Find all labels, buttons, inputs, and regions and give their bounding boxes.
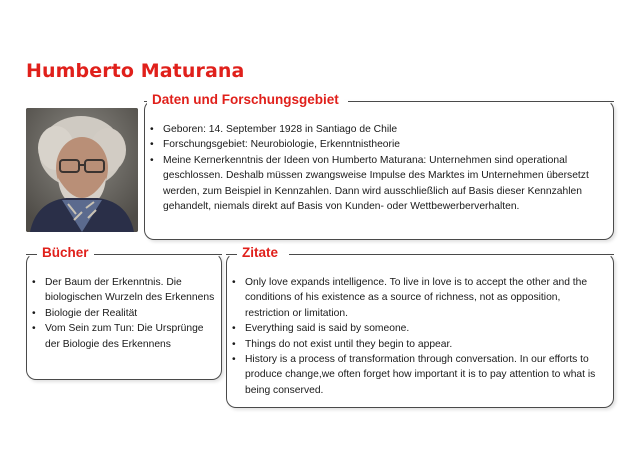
page-title: Humberto Maturana [26, 60, 245, 82]
buecher-list [32, 275, 217, 352]
zitate-box [226, 245, 614, 408]
buecher-box [26, 245, 222, 380]
daten-box [144, 92, 614, 240]
list-item: • Things do not exist until they begin to appear. [232, 337, 607, 352]
daten-heading: Daten und Forschungsgebiet [147, 91, 344, 109]
list-item: • Vom Sein zum Tun: Die Ursprünge der Biologie des Erkennens [32, 321, 217, 352]
list-item: • Everything said is said by someone. [232, 321, 607, 336]
list-item: • Meine Kernerkenntnis der Ideen von Humberto Maturana: Unternehmen sind operational geschlossen. Deshalb müssen zwangsweise Impulse des Marktes im Unternehmen übersetzt werden, zum Beispiel in Kennzahlen. Dann wird ausschließlich auf Basis dieser Kennzahlen gehandelt, niemals direkt auf Basis von Kunden- oder Wettbewerberverhalten. [150, 153, 605, 215]
portrait-photo [26, 108, 138, 232]
list-item: • Only love expands intelligence. To live in love is to accept the other and the conditions of his existence as a source of richness, not as opposition, restriction or limitation. [232, 275, 607, 321]
list-item: • Geboren: 14. September 1928 in Santiago de Chile [150, 122, 605, 137]
portrait-image [26, 108, 138, 232]
daten-list [150, 122, 605, 214]
zitate-list [232, 275, 607, 398]
list-item: • Der Baum der Erkenntnis. Die biologischen Wurzeln des Erkennens [32, 275, 217, 306]
list-item: • Forschungsgebiet: Neurobiologie, Erkenntnistheorie [150, 137, 605, 152]
zitate-heading: Zitate [237, 244, 283, 262]
list-item: • Biologie der Realität [32, 306, 217, 321]
list-item: • History is a process of transformation through conversation. In our efforts to produce change,we often forget how important it is to pay attention to what is being conserved. [232, 352, 607, 398]
buecher-heading: Bücher [37, 244, 94, 262]
